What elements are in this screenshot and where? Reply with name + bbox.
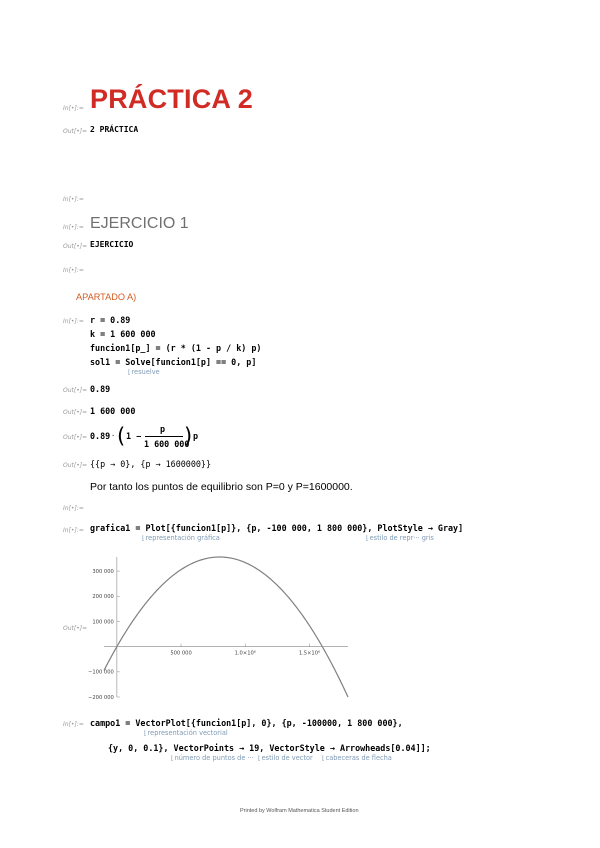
text-equilibrium[interactable]: Por tanto los puntos de equilibrio son P=0 y P=1600000. [90,481,353,493]
output-f-denominator: 1 600 000 [144,439,190,449]
out-label: Out[•]= [63,128,88,135]
footer-printed-by: Printed by Wolfram Mathematica Student Edition [240,808,359,814]
code-hint-resuelve: ⌊ resuelve [128,368,160,376]
x-tick-label: 1.0×10⁶ [234,650,256,657]
in-label: In[•]:= [63,267,84,274]
output-f-numerator: p [160,424,166,434]
in-label: In[•]:= [63,196,84,203]
code-line-campo1-cont[interactable]: {y, 0, 0.1}, VectorPoints → 19, VectorStyle → Arrowheads[0.04]]; [108,743,431,753]
code-hint-representacion-grafica: ⌊ representación gráfica [142,534,220,542]
y-tick-label: 300 000 [92,568,114,575]
subsection-title[interactable]: APARTADO A) [76,292,137,302]
code-hint-representacion-vectorial: ⌊ representación vectorial [144,729,228,737]
output-f-one: 1 − [126,431,142,441]
out-label: Out[•]= [63,462,88,469]
plot-curves [104,557,348,697]
title-output: 2 PRÁCTICA [90,125,139,134]
code-line-grafica1[interactable]: grafica1 = Plot[{funcion1[p]}, {p, -100 000, 1 800 000}, PlotStyle → Gray] [90,523,464,533]
y-tick-label: −200 000 [88,694,114,701]
code-line-k[interactable]: k = 1 600 000 [90,329,156,339]
out-label: Out[•]= [63,625,88,632]
output-funcion1: 0.89 · ( 1 − p 1 600 000 ) p [90,424,199,449]
output-f-coef: 0.89 [90,431,111,441]
code-hint-cabeceras-flecha: ⌊ cabeceras de flecha [322,754,392,762]
out-label: Out[•]= [63,409,88,416]
page-title[interactable]: PRÁCTICA 2 [90,84,254,114]
code-line-solve[interactable]: sol1 = Solve[funcion1[p] == 0, p] [90,357,257,367]
in-label: In[•]:= [63,105,84,112]
output-r: 0.89 [90,384,111,394]
code-line-r[interactable]: r = 0.89 [90,315,131,325]
out-label: Out[•]= [63,387,88,394]
output-solutions: {{p → 0}, {p → 1600000}} [90,459,212,469]
code-hint-estilo-vector: ⌊ estilo de vector [258,754,313,762]
in-label: In[•]:= [63,318,84,325]
y-tick-label: 200 000 [92,594,114,601]
out-label: Out[•]= [63,243,88,250]
code-line-campo1[interactable]: campo1 = VectorPlot[{funcion1[p], 0}, {p, -100000, 1 800 000}, [90,718,403,728]
y-tick-label: −100 000 [88,669,114,676]
out-label: Out[•]= [63,434,88,441]
code-hint-numero-puntos: ⌊ número de puntos de ··· [171,754,254,762]
in-label: In[•]:= [63,527,84,534]
section-output: EJERCICIO [90,240,134,249]
output-f-rparen: ) [184,424,193,448]
plot-ticks [88,569,320,701]
code-hint-estilo-gris: ⌊ estilo de repr··· gris [366,534,434,542]
x-tick-label: 500 000 [170,650,192,657]
in-label: In[•]:= [63,224,84,231]
in-label: In[•]:= [63,721,84,728]
y-tick-label: 100 000 [92,619,114,626]
x-tick-label: 1.5×10⁶ [298,650,321,657]
code-line-funcion1[interactable]: funcion1[p_] = (r * (1 - p / k) p) [90,343,262,353]
series-line [104,557,348,697]
plot-axes [104,557,348,697]
in-label: In[•]:= [63,505,84,512]
output-f-p: p [193,431,199,441]
output-k: 1 600 000 [90,406,136,416]
output-f-lparen: ( [117,424,126,448]
section-title[interactable]: EJERCICIO 1 [90,215,189,232]
